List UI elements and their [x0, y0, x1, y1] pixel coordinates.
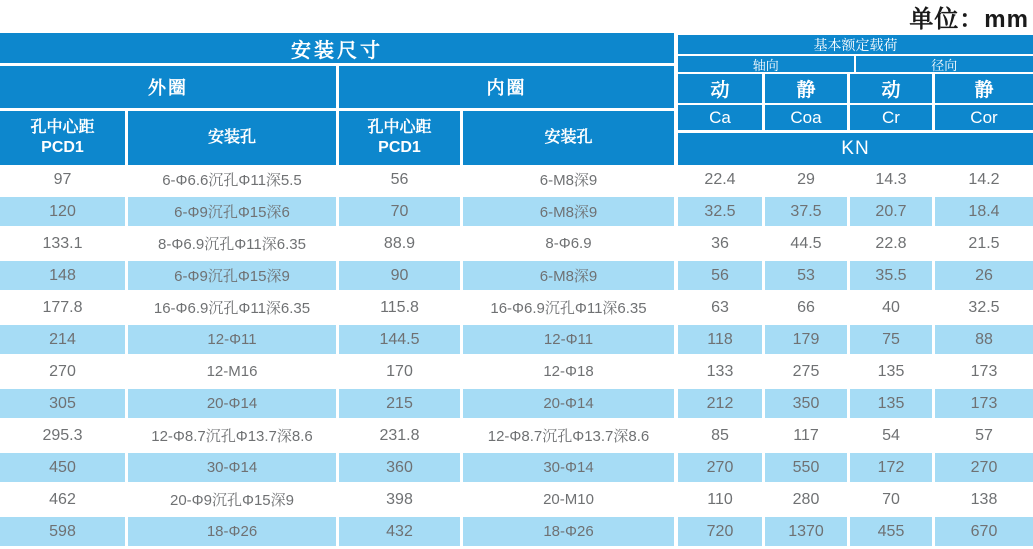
table-row: [0, 421, 1033, 453]
header-cell-pcd-outer: [0, 111, 128, 165]
header-cell-static-axial: 静: [765, 74, 850, 103]
table-cell: 14.2: [935, 165, 1033, 197]
table-cell: 135: [850, 389, 935, 421]
header-cell-kn-unit: KN: [678, 133, 1033, 165]
table-body: [0, 165, 1033, 549]
header-install-dimensions: [0, 33, 678, 165]
table-cell: 135: [850, 357, 935, 389]
table-cell: 720: [678, 517, 765, 549]
table-cell: 56: [339, 165, 463, 197]
table-cell: 295.3: [0, 421, 128, 453]
table-cell: 40: [850, 293, 935, 325]
table-row: [0, 293, 1033, 325]
pcd-label: 孔中心距 PCD1: [367, 119, 432, 156]
header-row-symbols: [678, 105, 1033, 130]
table-cell: 12-Φ18: [463, 357, 678, 389]
table-cell: 115.8: [339, 293, 463, 325]
header-cell-ca: Ca: [678, 105, 765, 130]
table-cell: 173: [935, 357, 1033, 389]
table-cell: 70: [850, 485, 935, 517]
table-row: [0, 389, 1033, 421]
header-cell-static-radial: 静: [935, 74, 1033, 103]
table-cell: 231.8: [339, 421, 463, 453]
table-cell: 280: [765, 485, 850, 517]
table-cell: 350: [765, 389, 850, 421]
table-cell: 12-Φ8.7沉孔Φ13.7深8.6: [463, 421, 678, 453]
header-cell-install-dims: 安装尺寸: [0, 33, 678, 63]
table-cell: 30-Φ14: [128, 453, 339, 485]
header-cell-dynamic-radial: 动: [850, 74, 935, 103]
table-cell: 598: [0, 517, 128, 549]
header-cell-coa: Coa: [765, 105, 850, 130]
table-cell: 75: [850, 325, 935, 357]
table-cell: 57: [935, 421, 1033, 453]
table-cell: 18.4: [935, 197, 1033, 229]
table-cell: 22.8: [850, 229, 935, 261]
table-cell: 66: [765, 293, 850, 325]
header-row-kn: [678, 133, 1033, 165]
unit-label: 单位：mm: [909, 6, 1029, 33]
table-row: [0, 165, 1033, 197]
table-cell: 215: [339, 389, 463, 421]
header-rated-load: [678, 33, 1033, 165]
table-cell: 32.5: [935, 293, 1033, 325]
table-cell: 56: [678, 261, 765, 293]
table-cell: 270: [935, 453, 1033, 485]
table-cell: 90: [339, 261, 463, 293]
table-cell: 270: [678, 453, 765, 485]
table-cell: 53: [765, 261, 850, 293]
table-cell: 6-M8深9: [463, 165, 678, 197]
table-cell: 26: [935, 261, 1033, 293]
header-row-direction: [678, 56, 1033, 72]
table-row: [0, 453, 1033, 485]
table-cell: 179: [765, 325, 850, 357]
table-cell: 35.5: [850, 261, 935, 293]
table-cell: 8-Φ6.9沉孔Φ11深6.35: [128, 229, 339, 261]
table-cell: 32.5: [678, 197, 765, 229]
header-row-columns-left: [0, 111, 678, 165]
table-row: [0, 197, 1033, 229]
table-cell: 120: [0, 197, 128, 229]
table-row: [0, 325, 1033, 357]
header-cell-pcd-inner: [339, 111, 463, 165]
table-cell: 138: [935, 485, 1033, 517]
header-row-dyn-static: [678, 74, 1033, 103]
table-cell: 63: [678, 293, 765, 325]
table-cell: 398: [339, 485, 463, 517]
table-cell: 6-Φ9沉孔Φ15深9: [128, 261, 339, 293]
table-cell: 16-Φ6.9沉孔Φ11深6.35: [463, 293, 678, 325]
header-cell-mount-hole-inner: 安装孔: [463, 111, 678, 165]
table-cell: 133.1: [0, 229, 128, 261]
table-cell: 20.7: [850, 197, 935, 229]
table-cell: 455: [850, 517, 935, 549]
header-row-rings: [0, 66, 678, 108]
table-cell: 173: [935, 389, 1033, 421]
table-cell: 170: [339, 357, 463, 389]
header-cell-radial: 径向: [856, 56, 1033, 72]
table-cell: 117: [765, 421, 850, 453]
table-cell: 144.5: [339, 325, 463, 357]
table-cell: 20-M10: [463, 485, 678, 517]
table-cell: 118: [678, 325, 765, 357]
table-row: [0, 261, 1033, 293]
header-cell-axial: 轴向: [678, 56, 856, 72]
table-cell: 88: [935, 325, 1033, 357]
header-cell-outer-ring: 外圈: [0, 66, 339, 108]
table-cell: 12-M16: [128, 357, 339, 389]
table-cell: 670: [935, 517, 1033, 549]
header-row-rated-load: [678, 35, 1033, 54]
table-cell: 54: [850, 421, 935, 453]
table-cell: 177.8: [0, 293, 128, 325]
table-cell: 44.5: [765, 229, 850, 261]
table-cell: 20-Φ9沉孔Φ15深9: [128, 485, 339, 517]
table-cell: 12-Φ11: [128, 325, 339, 357]
table-cell: 6-Φ6.6沉孔Φ11深5.5: [128, 165, 339, 197]
table-cell: 6-M8深9: [463, 261, 678, 293]
table-cell: 6-M8深9: [463, 197, 678, 229]
table-cell: 12-Φ11: [463, 325, 678, 357]
table-cell: 305: [0, 389, 128, 421]
table-cell: 22.4: [678, 165, 765, 197]
table-cell: 18-Φ26: [128, 517, 339, 549]
table-row: [0, 229, 1033, 261]
bearing-spec-table: [0, 33, 1033, 549]
table-cell: 432: [339, 517, 463, 549]
table-cell: 97: [0, 165, 128, 197]
table-cell: 214: [0, 325, 128, 357]
table-row: [0, 357, 1033, 389]
table-cell: 1370: [765, 517, 850, 549]
table-cell: 29: [765, 165, 850, 197]
pcd-label: 孔中心距 PCD1: [30, 119, 95, 156]
header-cell-mount-hole-outer: 安装孔: [128, 111, 339, 165]
table-cell: 85: [678, 421, 765, 453]
header-row-install-dims: [0, 33, 678, 63]
header-cell-rated-load: 基本额定载荷: [678, 35, 1033, 54]
table-cell: 148: [0, 261, 128, 293]
header-cell-inner-ring: 内圈: [339, 66, 678, 108]
table-cell: 270: [0, 357, 128, 389]
table-cell: 20-Φ14: [128, 389, 339, 421]
table-cell: 12-Φ8.7沉孔Φ13.7深8.6: [128, 421, 339, 453]
table-cell: 36: [678, 229, 765, 261]
table-cell: 18-Φ26: [463, 517, 678, 549]
table-cell: 360: [339, 453, 463, 485]
header-cell-cr: Cr: [850, 105, 935, 130]
table-row: [0, 485, 1033, 517]
table-cell: 16-Φ6.9沉孔Φ11深6.35: [128, 293, 339, 325]
table-row: [0, 517, 1033, 549]
table-cell: 70: [339, 197, 463, 229]
table-cell: 212: [678, 389, 765, 421]
table-cell: 110: [678, 485, 765, 517]
table-cell: 6-Φ9沉孔Φ15深6: [128, 197, 339, 229]
table-header: [0, 33, 1033, 165]
table-cell: 133: [678, 357, 765, 389]
table-cell: 30-Φ14: [463, 453, 678, 485]
table-cell: 88.9: [339, 229, 463, 261]
top-bar: [0, 0, 1033, 33]
table-cell: 462: [0, 485, 128, 517]
header-cell-dynamic-axial: 动: [678, 74, 765, 103]
table-cell: 172: [850, 453, 935, 485]
table-cell: 37.5: [765, 197, 850, 229]
table-cell: 8-Φ6.9: [463, 229, 678, 261]
table-cell: 550: [765, 453, 850, 485]
table-cell: 450: [0, 453, 128, 485]
table-cell: 21.5: [935, 229, 1033, 261]
table-cell: 20-Φ14: [463, 389, 678, 421]
table-cell: 14.3: [850, 165, 935, 197]
table-cell: 275: [765, 357, 850, 389]
header-cell-cor: Cor: [935, 105, 1033, 130]
